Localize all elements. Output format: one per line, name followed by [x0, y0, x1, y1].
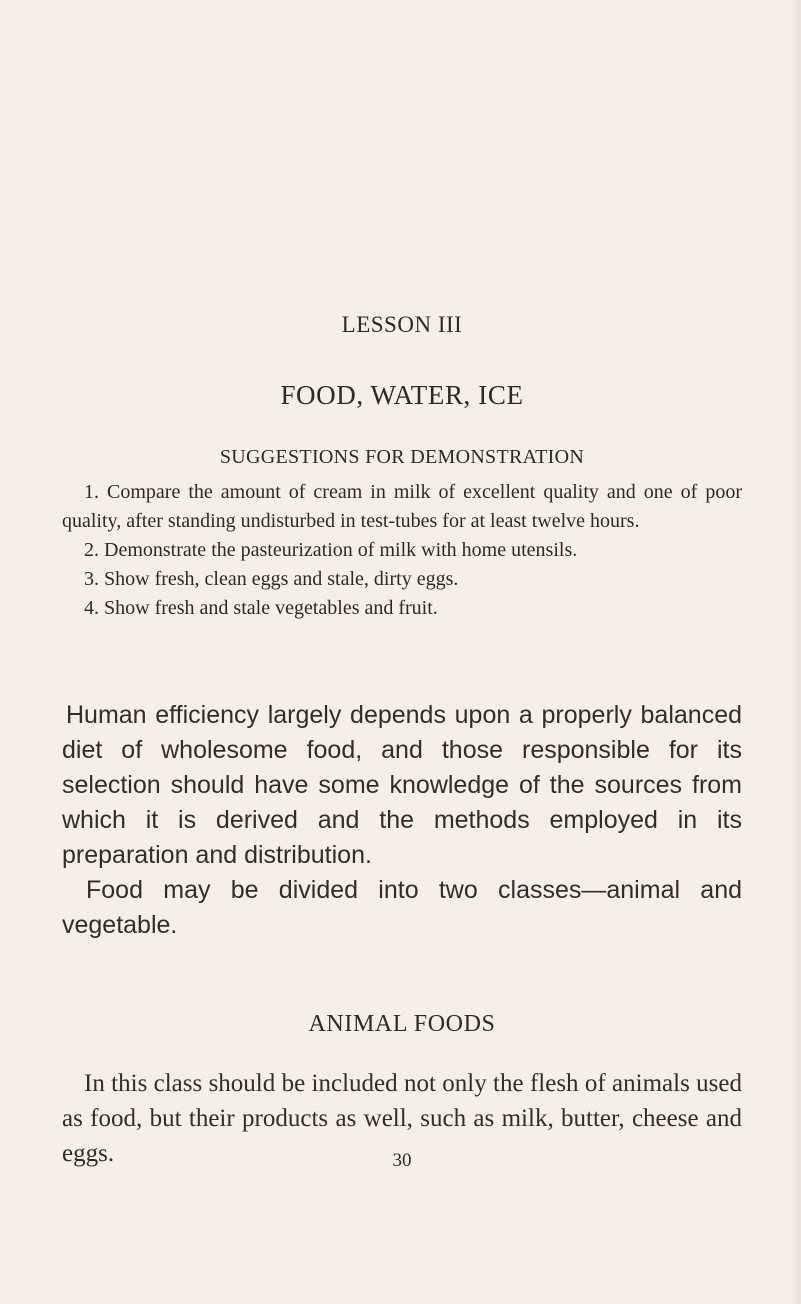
animal-foods-heading: ANIMAL FOODS	[308, 1011, 496, 1037]
main-text	[62, 698, 742, 943]
body-paragraph-2: Food may be divided into two classes—animal and vegetable.	[62, 876, 742, 939]
suggestions-heading: SUGGESTIONS FOR DEMONSTRATION	[219, 446, 585, 468]
body-paragraph-1: Human efficiency largely depends upon a properly balanced diet of wholesome food, and those responsible for its selection should have some knowledge of the sources from which it is derived and the methods employed in its preparation and distribution.	[62, 701, 742, 869]
lesson-title: LESSON III	[341, 312, 463, 337]
page-number: 30	[392, 1150, 412, 1171]
suggestion-item-4: 4. Show fresh and stale vegetables and fruit.	[84, 597, 438, 619]
page-edge	[791, 0, 801, 1304]
animal-foods-paragraph: In this class should be included not only the flesh of animals used as food, but their products as well, such as milk, butter, cheese and eggs.	[62, 1070, 742, 1167]
suggestions-list	[62, 478, 742, 623]
lesson-subtitle: FOOD, WATER, ICE	[280, 380, 524, 410]
suggestion-item-2: 2. Demonstrate the pasteurization of milk with home utensils.	[84, 539, 578, 561]
suggestion-item-3: 3. Show fresh, clean eggs and stale, dirty eggs.	[84, 568, 459, 590]
suggestion-item-1: 1. Compare the amount of cream in milk of excellent quality and one of poor quality, after standing undisturbed in test-tubes for at least twelve hours.	[62, 481, 742, 532]
